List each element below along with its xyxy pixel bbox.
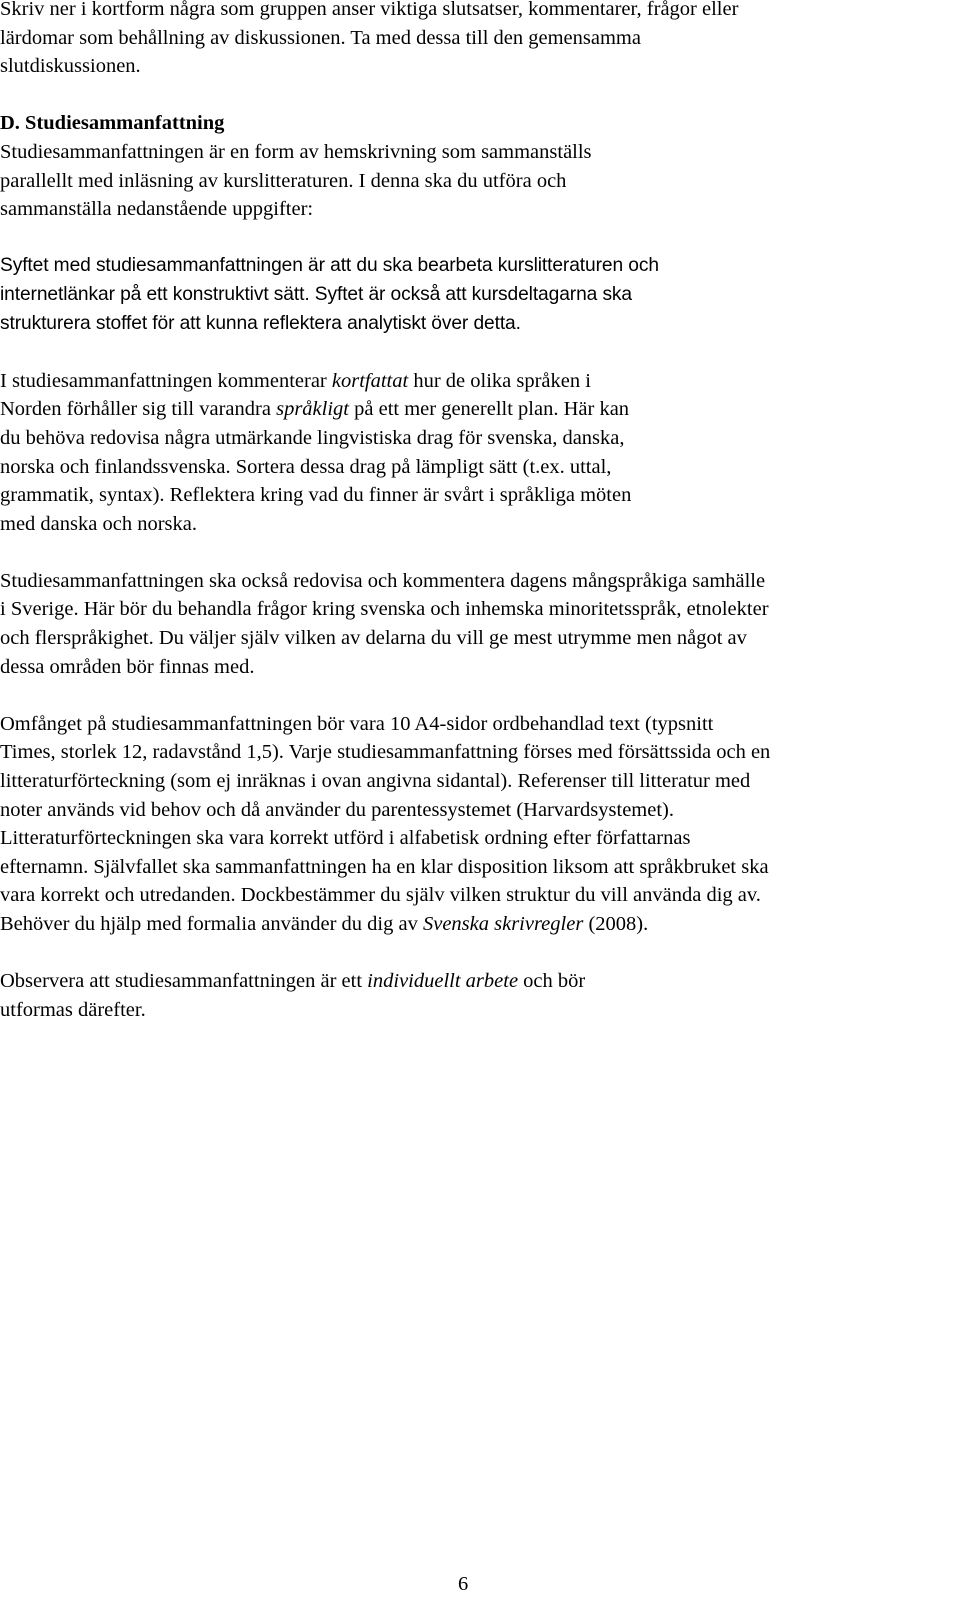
p5-line-2: Times, storlek 12, radavstånd 1,5). Varje studiesammanfattning förses med försättssida och en: [0, 741, 771, 764]
p6-emphasis-individual: individuellt arbete: [367, 970, 519, 993]
p2-line-3: strukturera stoffet för att kunna reflektera analytiskt över detta.: [0, 312, 521, 334]
p3-line-6: med danska och norska.: [0, 512, 197, 535]
p5-line-3: litteraturförteckning (som ej inräknas i ovan angivna sidantal). Referenser till litteratur med: [0, 770, 751, 793]
section-heading-text: D. Studiesammanfattning: [0, 112, 225, 135]
p3-line-2: [0, 395, 955, 424]
p5-line-7: vara korrekt och utredanden. Dockbestämmer du själv vilken struktur du vill använda dig av.: [0, 884, 761, 907]
p5-line-4: noter används vid behov och då använder du parentessystemet (Harvardsystemet).: [0, 798, 674, 821]
p5-line-8-text: Behöver du hjälp med formalia använder du dig av: [0, 913, 423, 935]
p1-line-2: parallellt med inläsning av kurslitteraturen. I denna ska du utföra och: [0, 169, 567, 192]
spacer: [0, 681, 955, 710]
spacer: [0, 538, 955, 567]
intro-line-1: Skriv ner i kortform några som gruppen anser viktiga slutsatser, kommentarer, frågor eller: [0, 0, 739, 20]
p5-line-5: Litteraturförteckningen ska vara korrekt utförd i alfabetisk ordning efter författarnas: [0, 827, 691, 850]
p3-line-3: du behöva redovisa några utmärkande lingvistiska drag för svenska, danska,: [0, 426, 625, 449]
section-heading: [0, 109, 955, 138]
intro-paragraph: [0, 0, 955, 81]
page-number: 6: [458, 1573, 469, 1595]
p5-emphasis-book-title: Svenska skrivregler: [422, 913, 584, 935]
p5-line-8: [0, 910, 955, 939]
p1-line-1: Studiesammanfattningen är en form av hemskrivning som sammanställs: [0, 140, 592, 163]
p3-line-4: norska och finlandssvenska. Sortera dessa drag på lämpligt sätt (t.ex. uttal,: [0, 455, 612, 478]
p3-line-1: [0, 367, 955, 396]
p4-line-1: Studiesammanfattningen ska också redovisa och kommentera dagens mångspråkiga samhälle: [0, 569, 766, 592]
p4-line-3: och flerspråkighet. Du väljer själv vilken av delarna du vill ge mest utrymme men något av: [0, 627, 747, 650]
paragraph-nordic-languages: [0, 367, 955, 539]
p3-line-2-text-end: på ett mer generellt plan. Här kan: [349, 398, 630, 421]
p6-line-2: utformas därefter.: [0, 998, 146, 1021]
p4-line-4: dessa områden bör finnas med.: [0, 655, 255, 678]
spacer: [0, 338, 955, 367]
p5-line-6: efternamn. Självfallet ska sammanfattningen ha en klar disposition liksom att språkbruket ska: [0, 855, 769, 878]
p3-emphasis-kortfattat: kortfattat: [331, 369, 409, 392]
intro-line-2: lärdomar som behållning av diskussionen. Ta med dessa till den gemensamma: [0, 26, 641, 49]
paragraph-intro-summary: [0, 138, 955, 224]
p6-line-1: [0, 967, 955, 996]
p2-line-2: internetlänkar på ett konstruktivt sätt. Syftet är också att kursdeltagarna ska: [0, 283, 632, 305]
p3-line-1-text-end: hur de olika språken i: [408, 369, 591, 392]
p2-line-1: Syftet med studiesammanfattningen är att du ska bearbeta kurslitteraturen och: [0, 255, 659, 277]
p5-line-1: Omfånget på studiesammanfattningen bör vara 10 A4-sidor ordbehandlad text (typsnitt: [0, 712, 714, 735]
p5-line-8-text-end: (2008).: [583, 913, 649, 935]
p3-line-1-text: I studiesammanfattningen kommenterar: [0, 369, 332, 392]
paragraph-scope-formalia: [0, 710, 955, 939]
spacer: [0, 224, 955, 253]
paragraph-individual-work: [0, 967, 955, 1024]
spacer: [0, 81, 955, 110]
paragraph-purpose: [0, 252, 955, 338]
p6-line-1-text-end: och bör: [518, 970, 586, 993]
spacer: [0, 939, 955, 968]
p1-line-3: sammanställa nedanstående uppgifter:: [0, 198, 314, 221]
intro-line-3: slutdiskussionen.: [0, 55, 141, 78]
p3-line-2-text: Norden förhåller sig till varandra: [0, 398, 277, 421]
p4-line-2: i Sverige. Här bör du behandla frågor kring svenska och inhemska minoritetsspråk, etnolekter: [0, 598, 769, 621]
p3-emphasis-sprakligt: språkligt: [276, 398, 349, 421]
p6-line-1-text: Observera att studiesammanfattningen är ett: [0, 970, 368, 993]
paragraph-multilingual-society: [0, 567, 955, 681]
p3-line-5: grammatik, syntax). Reflektera kring vad du finner är svårt i språkliga möten: [0, 484, 632, 507]
